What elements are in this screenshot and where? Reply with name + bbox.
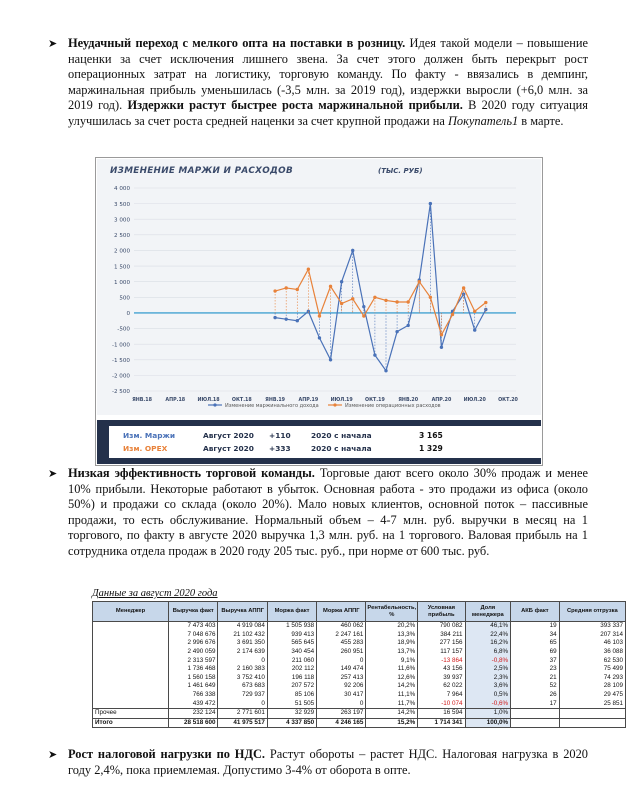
table-cell: 62 530 xyxy=(559,656,625,665)
series-point xyxy=(406,324,409,327)
table-cell: 11,1% xyxy=(366,691,418,700)
table-cell: 2,5% xyxy=(465,665,511,674)
table-cell: 28 518 600 xyxy=(169,718,218,728)
table-cell: 19 xyxy=(511,622,560,631)
table-cell: 25 851 xyxy=(559,699,625,708)
table-row xyxy=(93,682,626,691)
table-cell: 21 xyxy=(511,674,560,683)
bullet-paragraph xyxy=(68,36,588,130)
legend-label: Изменение операционных расходов xyxy=(345,402,441,409)
table-cell: 20,2% xyxy=(366,622,418,631)
table-cell: 69 xyxy=(511,648,560,657)
x-tick-label: ИЮЛ.18 xyxy=(197,398,220,403)
bullet-arrow-icon: ➤ xyxy=(48,37,58,50)
table-cell: 3 691 350 xyxy=(218,639,267,648)
table-cell: 4 919 084 xyxy=(218,622,267,631)
series-point xyxy=(384,299,387,302)
series-line xyxy=(275,269,486,335)
series-point xyxy=(473,310,476,313)
table-cell: 13,3% xyxy=(366,631,418,640)
table-cell: 0,5% xyxy=(465,691,511,700)
table-cell: 277 156 xyxy=(418,639,465,648)
bullet-paragraph xyxy=(68,466,588,560)
table-cell: -13 864 xyxy=(418,656,465,665)
table-cell: Прочее xyxy=(93,708,169,718)
table-cell: 0 xyxy=(218,699,267,708)
table-cell: 2 160 383 xyxy=(218,665,267,674)
table-cell: 232 124 xyxy=(169,708,218,718)
table-cell: 15,2% xyxy=(366,718,418,728)
table-cell: 384 211 xyxy=(418,631,465,640)
legend-marker xyxy=(333,403,336,406)
bullet-text: в марте. xyxy=(518,113,564,128)
y-tick-label: -2 000 xyxy=(111,373,130,380)
table-cell: 2 313 597 xyxy=(169,656,218,665)
table-cell: 2 174 639 xyxy=(218,648,267,657)
summary-delta: +110 xyxy=(269,431,291,440)
summary-month: Август 2020 xyxy=(203,444,254,453)
bullet-sales-team xyxy=(48,466,588,560)
table-row xyxy=(93,699,626,708)
table-cell: 4 337 850 xyxy=(267,718,316,728)
table-cell: 729 937 xyxy=(218,691,267,700)
table-cell: 74 293 xyxy=(559,674,625,683)
table-row xyxy=(93,691,626,700)
series-point xyxy=(340,280,343,283)
x-tick-label: ОКТ.18 xyxy=(231,398,252,403)
series-point xyxy=(284,317,287,320)
table-header-cell: Условная прибыль xyxy=(418,602,465,622)
table-cell: 100,0% xyxy=(465,718,511,728)
bullet-paragraph xyxy=(68,747,588,778)
series-point xyxy=(307,268,310,271)
table-cell: 439 472 xyxy=(169,699,218,708)
series-point xyxy=(296,288,299,291)
table-row xyxy=(93,665,626,674)
chart-title: ИЗМЕНЕНИЕ МАРЖИ И РАСХОДОВ xyxy=(110,166,293,176)
table-cell: 2 490 059 xyxy=(169,648,218,657)
table-header-cell: АКБ факт xyxy=(511,602,560,622)
table-row xyxy=(93,656,626,665)
table-cell: -0,8% xyxy=(465,656,511,665)
table-cell: 207 572 xyxy=(267,682,316,691)
table-cell: 18,9% xyxy=(366,639,418,648)
x-tick-label: ЯНВ.19 xyxy=(265,398,286,403)
table-cell: 75 499 xyxy=(559,665,625,674)
table-cell: 1,0% xyxy=(465,708,511,718)
table-caption: Данные за август 2020 года xyxy=(92,588,218,599)
table-cell: 34 xyxy=(511,631,560,640)
table-cell: 17 xyxy=(511,699,560,708)
series-point xyxy=(273,289,276,292)
series-point xyxy=(296,319,299,322)
table-cell: 32 929 xyxy=(267,708,316,718)
chart-summary-box xyxy=(109,426,409,458)
table-cell: 211 060 xyxy=(267,656,316,665)
table-row xyxy=(93,631,626,640)
series-point xyxy=(429,296,432,299)
y-tick-label: 1 500 xyxy=(113,264,130,271)
table-cell: 0 xyxy=(317,656,366,665)
x-tick-label: ОКТ.19 xyxy=(365,398,385,403)
table-cell: 673 683 xyxy=(218,682,267,691)
bullet-arrow-icon: ➤ xyxy=(48,748,58,761)
table-cell: 1 736 468 xyxy=(169,665,218,674)
series-point xyxy=(273,316,276,319)
table-cell: 22,4% xyxy=(465,631,511,640)
table-cell: 0 xyxy=(218,656,267,665)
table-cell: 2 771 601 xyxy=(218,708,267,718)
table-cell xyxy=(511,708,560,718)
series-point xyxy=(329,285,332,288)
series-point xyxy=(395,330,398,333)
table-cell: 1 714 341 xyxy=(418,718,465,728)
table-cell: 36 088 xyxy=(559,648,625,657)
table-header-cell: Менеджер xyxy=(93,602,169,622)
x-tick-label: ИЮЛ.19 xyxy=(330,398,353,403)
series-point xyxy=(318,336,321,339)
y-tick-label: -2 500 xyxy=(111,389,130,396)
table-cell: 41 975 517 xyxy=(218,718,267,728)
table-cell xyxy=(93,622,169,631)
bullet-title: Рост налоговой нагрузки по НДС. xyxy=(68,747,266,761)
table-cell: 46,1% xyxy=(465,622,511,631)
table-cell: 939 413 xyxy=(267,631,316,640)
series-line xyxy=(275,204,486,371)
y-tick-label: -1 000 xyxy=(111,342,130,349)
table-cell: 1 461 649 xyxy=(169,682,218,691)
bullet-title: Неудачный переход с мелкого опта на поставки в розницу. xyxy=(68,36,406,50)
x-tick-label: ИЮЛ.20 xyxy=(463,398,486,403)
bullet-text: В 2020 году ситуация улучшилась за счет роста средней наценки за счет крупной продажи на xyxy=(68,98,589,128)
table-cell: 4 246 165 xyxy=(317,718,366,728)
table-cell xyxy=(93,682,169,691)
table-cell: 65 xyxy=(511,639,560,648)
table-cell: 62 022 xyxy=(418,682,465,691)
table-cell: 460 062 xyxy=(317,622,366,631)
series-point xyxy=(451,313,454,316)
table-cell: 3,6% xyxy=(465,682,511,691)
table-header-row xyxy=(93,602,626,622)
table-cell: -0,6% xyxy=(465,699,511,708)
table-row xyxy=(93,708,626,718)
table-header-cell: Выручка факт xyxy=(169,602,218,622)
table-cell: 85 106 xyxy=(267,691,316,700)
table-cell: 766 338 xyxy=(169,691,218,700)
bullet-text: Растут обороты – растет НДС. Налоговая нагрузка в 2020 году 2,4%, пока приемлемая. Допустимо 3-4% от оборота в опте. xyxy=(68,747,588,777)
series-point xyxy=(429,202,432,205)
table-cell xyxy=(511,718,560,728)
table-cell: 16,2% xyxy=(465,639,511,648)
series-point xyxy=(418,280,421,283)
chart-unit: (ТЫС. РУБ) xyxy=(378,167,423,175)
series-point xyxy=(440,333,443,336)
y-tick-label: 3 500 xyxy=(113,201,130,208)
table-cell: 21 102 432 xyxy=(218,631,267,640)
y-tick-label: 0 xyxy=(126,311,130,318)
table-header-cell: Моржа факт xyxy=(267,602,316,622)
summary-total-margin: 3 165 xyxy=(419,431,443,440)
bullet-retail-transition xyxy=(48,36,589,130)
y-tick-label: 3 000 xyxy=(113,217,130,224)
table-cell: 29 475 xyxy=(559,691,625,700)
table-cell: 1 560 158 xyxy=(169,674,218,683)
table-row xyxy=(93,718,626,728)
table-cell: 7 964 xyxy=(418,691,465,700)
table-cell xyxy=(93,648,169,657)
table-cell: 260 951 xyxy=(317,648,366,657)
series-point xyxy=(473,328,476,331)
series-point xyxy=(462,286,465,289)
x-tick-label: ОКТ.20 xyxy=(498,398,518,403)
series-point xyxy=(406,300,409,303)
table-cell: 11,6% xyxy=(366,665,418,674)
series-point xyxy=(395,300,398,303)
table-row xyxy=(93,648,626,657)
table-cell: 207 314 xyxy=(559,631,625,640)
table-cell: 2 247 161 xyxy=(317,631,366,640)
y-tick-label: 4 000 xyxy=(113,186,130,193)
table-row xyxy=(93,674,626,683)
bullet-text: Идея такой модели – повышение наценки за счет исключения лишнего звена. За счет этого должен быть перекрыт рост операционных затрат на логистику, торговую команду. По факту - ввязались в демпинг, маржинальная прибыль уменьшилась (-3,5 млн. за 2019 год), издержки выросли (+6,0 млн. за 2019 год). xyxy=(68,36,588,113)
table-header-cell: Средняя отгрузка xyxy=(559,602,625,622)
bullet-vat-load xyxy=(48,747,588,778)
table-cell: 263 197 xyxy=(317,708,366,718)
table-cell: 26 xyxy=(511,691,560,700)
series-point xyxy=(362,314,365,317)
table-cell: 13,7% xyxy=(366,648,418,657)
table-cell xyxy=(93,674,169,683)
table-header-cell: Доля менеджера xyxy=(465,602,511,622)
table-cell: 7 048 676 xyxy=(169,631,218,640)
table-header-cell: Рентабельность, % xyxy=(366,602,418,622)
table-cell xyxy=(559,718,625,728)
table-cell: 117 157 xyxy=(418,648,465,657)
table-cell xyxy=(93,631,169,640)
table-cell: 340 454 xyxy=(267,648,316,657)
table-cell: 0 xyxy=(317,699,366,708)
y-tick-label: -500 xyxy=(117,326,130,333)
table-cell: 3 752 410 xyxy=(218,674,267,683)
table-cell: 43 156 xyxy=(418,665,465,674)
table-cell xyxy=(93,665,169,674)
series-point xyxy=(340,302,343,305)
table-cell: 790 082 xyxy=(418,622,465,631)
table-cell: 9,1% xyxy=(366,656,418,665)
table-cell: 11,7% xyxy=(366,699,418,708)
y-tick-label: -1 500 xyxy=(111,357,130,364)
y-tick-label: 1 000 xyxy=(113,279,130,286)
table-cell xyxy=(93,656,169,665)
x-tick-label: АПР.18 xyxy=(165,398,186,403)
table-header-cell: Моржа АППГ xyxy=(317,602,366,622)
series-point xyxy=(373,353,376,356)
table-cell: 52 xyxy=(511,682,560,691)
series-point xyxy=(440,346,443,349)
table-cell: 455 283 xyxy=(317,639,366,648)
chart-svg xyxy=(96,158,542,418)
bullet-text: Торговые дают всего около 30% продаж и менее 10% прибыли. Некоторые работают в убыток. Основная работа - это продажи из офиса (около 50%) и продажи со склада (около 20%). Мало новых клиентов, основной поток – пассивные продажи, то есть обслуживание. Нормальный объем – 4-7 млн. руб. выручки в месяц на 1 торгового, по факту в августе 2020 выручка 1,3 млн. руб. на 1 торгового. Валовая прибыль на 1 сотрудника отдела продаж в 2020 году 205 тыс. руб., при норме от 600 тыс. руб. xyxy=(68,466,588,558)
table-cell: 202 112 xyxy=(267,665,316,674)
table-cell: 16 594 xyxy=(418,708,465,718)
chart-summary-panel xyxy=(97,420,541,464)
table-cell xyxy=(559,708,625,718)
legend-marker xyxy=(213,403,216,406)
table-cell: 51 505 xyxy=(267,699,316,708)
table-cell: 2,3% xyxy=(465,674,511,683)
bullet-emphasis: Издержки растут быстрее роста маржинальной прибыли. xyxy=(127,98,463,113)
table-cell xyxy=(93,639,169,648)
x-tick-label: ЯНВ.18 xyxy=(132,398,152,403)
summary-since: 2020 с начала xyxy=(311,431,372,440)
y-tick-label: 2 000 xyxy=(113,248,130,255)
table-cell: 12,6% xyxy=(366,674,418,683)
series-point xyxy=(351,249,354,252)
table-cell: 149 474 xyxy=(317,665,366,674)
summary-delta: +333 xyxy=(269,444,291,453)
sales-table xyxy=(92,601,626,728)
series-point xyxy=(484,301,487,304)
table-row xyxy=(93,622,626,631)
table-cell: 196 118 xyxy=(267,674,316,683)
table-row xyxy=(93,639,626,648)
summary-since: 2020 с начала xyxy=(311,444,372,453)
series-point xyxy=(318,314,321,317)
summary-month: Август 2020 xyxy=(203,431,254,440)
table-cell: 257 413 xyxy=(317,674,366,683)
table-cell: 28 109 xyxy=(559,682,625,691)
table-cell: Итого xyxy=(93,718,169,728)
summary-name: Изм. OPEX xyxy=(123,444,168,453)
table-cell: 14,2% xyxy=(366,682,418,691)
table-cell: -10 074 xyxy=(418,699,465,708)
bullet-customer-name: Покупатель1 xyxy=(447,113,519,128)
table-cell: 393 337 xyxy=(559,622,625,631)
summary-total-opex: 1 329 xyxy=(419,444,443,453)
y-tick-label: 2 500 xyxy=(113,233,130,240)
series-point xyxy=(284,286,287,289)
margin-expenses-chart xyxy=(95,157,543,466)
table-cell: 2 996 676 xyxy=(169,639,218,648)
series-point xyxy=(362,305,365,308)
table-cell: 39 937 xyxy=(418,674,465,683)
table-header-cell: Выручка АППГ xyxy=(218,602,267,622)
x-tick-label: АПР.20 xyxy=(431,398,452,403)
table-cell: 6,8% xyxy=(465,648,511,657)
table-cell: 1 505 938 xyxy=(267,622,316,631)
x-tick-label: ЯНВ.20 xyxy=(398,398,419,403)
x-tick-label: АПР.19 xyxy=(298,398,319,403)
legend-label: Изменение маржинального дохода xyxy=(225,402,319,409)
table-cell: 565 645 xyxy=(267,639,316,648)
series-point xyxy=(351,297,354,300)
y-tick-label: 500 xyxy=(119,295,130,302)
series-point xyxy=(384,369,387,372)
table-cell: 30 417 xyxy=(317,691,366,700)
summary-total-box xyxy=(409,426,541,458)
table-cell: 92 206 xyxy=(317,682,366,691)
table-cell xyxy=(93,691,169,700)
table-cell: 23 xyxy=(511,665,560,674)
table-cell: 46 103 xyxy=(559,639,625,648)
series-point xyxy=(373,296,376,299)
series-point xyxy=(329,358,332,361)
table-cell xyxy=(93,699,169,708)
bullet-arrow-icon: ➤ xyxy=(48,467,58,480)
summary-name: Изм. Маржи xyxy=(123,431,176,440)
table-cell: 14,2% xyxy=(366,708,418,718)
table-cell: 37 xyxy=(511,656,560,665)
table-cell: 7 473 403 xyxy=(169,622,218,631)
bullet-title: Низкая эффективность торговой команды. xyxy=(68,466,315,480)
